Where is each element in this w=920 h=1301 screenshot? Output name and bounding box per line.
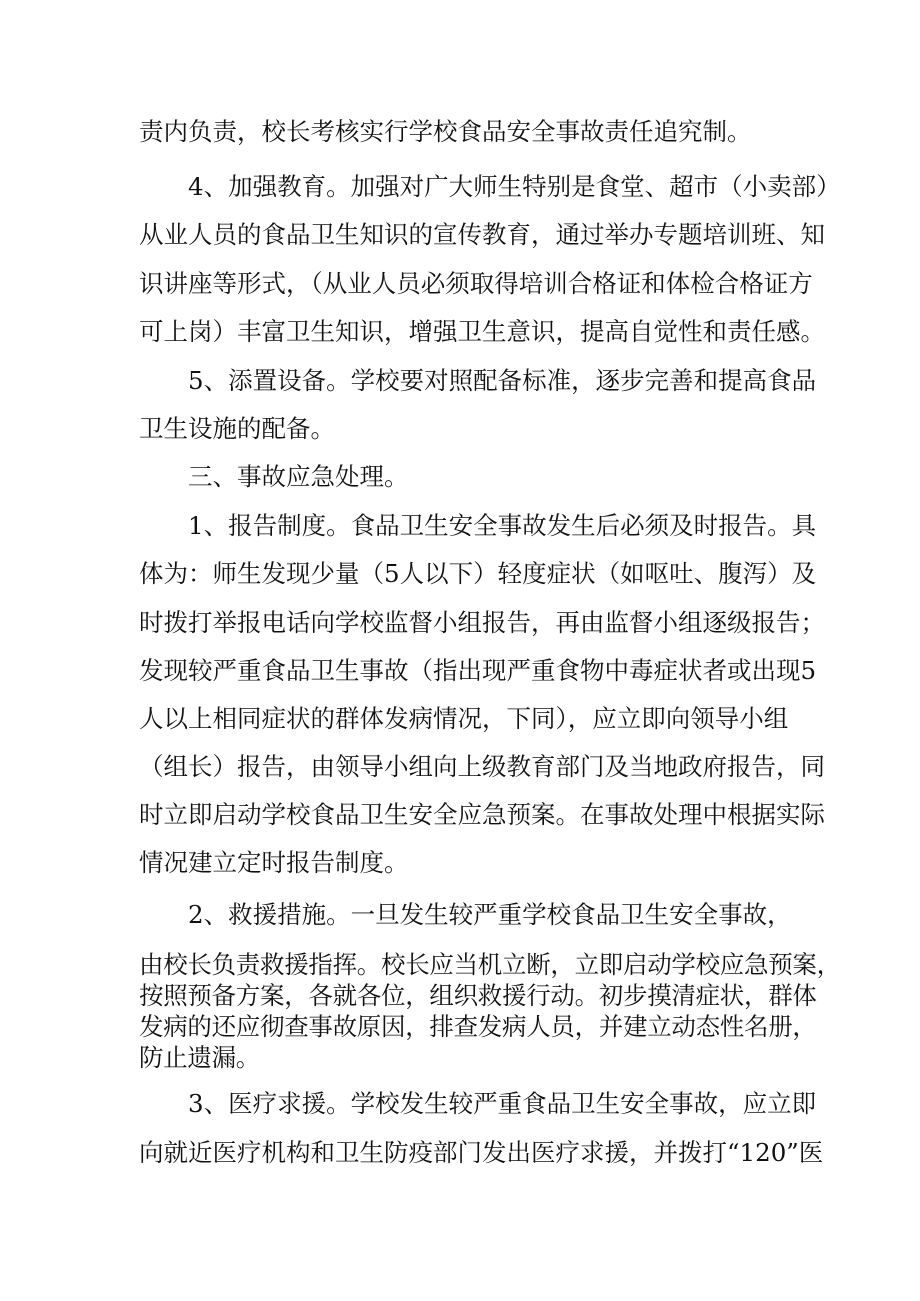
- text-line: 识讲座等形式，（从业人员必须取得培训合格证和体检合格证方: [139, 269, 813, 298]
- text-line: 情况建立定时报告制度。: [139, 848, 409, 877]
- text-line: 人以上相同症状的群体发病情况，下同），应立即向领导小组: [139, 704, 789, 733]
- text-line: 4、加强教育。加强对广大师生特别是食堂、超市（小卖部）: [188, 172, 841, 201]
- text-line: 2、救援措施。一旦发生较严重学校食品卫生安全事故，: [188, 900, 792, 929]
- text-line: 责内负责，校长考核实行学校食品安全事故责任追究制。: [139, 117, 752, 146]
- text-line: 5、添置设备。学校要对照配备标准，逐步完善和提高食品: [188, 366, 817, 395]
- text-line: 可上岗）丰富卫生知识，增强卫生意识，提高自觉性和责任感。: [139, 317, 825, 346]
- text-line: 卫生设施的配备。: [139, 414, 335, 443]
- section-heading: 三、事故应急处理。: [188, 462, 409, 491]
- text-line: 时立即启动学校食品卫生安全应急预案。在事故处理中根据实际: [139, 800, 825, 829]
- text-line: （组长）报告，由领导小组向上级教育部门及当地政府报告，同: [139, 752, 825, 781]
- text-line: 1、报告制度。食品卫生安全事故发生后必须及时报告。具: [188, 511, 817, 540]
- text-line: 由校长负责救援指挥。校长应当机立断，立即启动学校应急预案，: [139, 950, 841, 979]
- text-line: 从业人员的食品卫生知识的宣传教育，通过举办专题培训班、知: [139, 220, 825, 249]
- text-line: 按照预备方案，各就各位，组织救援行动。初步摸清症状，群体: [139, 981, 817, 1010]
- text-line: 防止遗漏。: [139, 1043, 260, 1072]
- text-line: 3、医疗求援。学校发生较严重食品卫生安全事故，应立即: [188, 1089, 817, 1118]
- text-line: 发病的还应彻查事故原因，排查发病人员，并建立动态性名册，: [139, 1012, 817, 1041]
- text-line: 发现较严重食品卫生事故（指出现严重食物中毒症状者或出现5: [139, 656, 817, 685]
- text-line: 时拨打举报电话向学校监督小组报告，再由监督小组逐级报告；: [139, 608, 825, 637]
- text-line: 体为：师生发现少量（5人以下）轻度症状（如呕吐、腹泻）及: [139, 559, 817, 588]
- text-line: 向就近医疗机构和卫生防疫部门发出医疗求援，并拨打“120”医: [139, 1138, 824, 1167]
